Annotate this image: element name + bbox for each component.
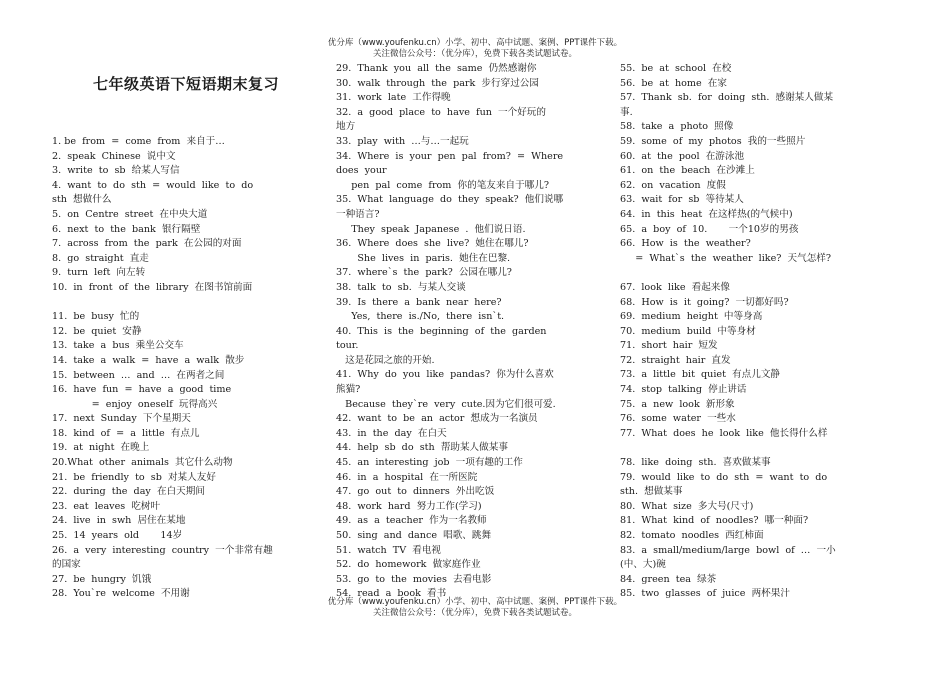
phrase-line: 16. have fun = have a good time — [52, 384, 232, 396]
phrase-line: 66. How is the weather? — [620, 238, 751, 250]
phrase-line — [620, 266, 890, 281]
phrase-line: 39. Is there a bank near here? — [336, 296, 502, 308]
phrase-line: 40. This is the beginning of the garden — [336, 325, 547, 337]
phrase-line: 19. at night 在晚上 — [52, 442, 150, 454]
header-line-2: 关注微信公众号：（优分库），免费下载各类试题试卷。 — [372, 49, 577, 59]
phrase-line: 10. in front of the library 在图书馆前面 — [52, 281, 253, 293]
phrase-line: 46. in a hospital 在一所医院 — [336, 471, 478, 483]
phrase-line: sth. 想做某事 — [620, 486, 683, 498]
phrase-line: 43. in the day 在白天 — [336, 427, 447, 439]
phrase-line: 8. go straight 直走 — [52, 252, 149, 264]
phrase-line: 20.What other animals 其它什么动物 — [52, 457, 233, 469]
phrase-line: 18. kind of = a little 有点儿 — [52, 427, 200, 439]
phrase-line: 78. like doing sth. 喜欢做某事 — [620, 457, 771, 469]
phrase-line: 70. medium build 中等身材 — [620, 325, 756, 337]
phrase-line: 38. talk to sb. 与某人交谈 — [336, 281, 466, 293]
phrase-line: 29. Thank you all the same 仍然感谢你 — [336, 63, 537, 74]
phrase-line: 23. eat leaves 吃树叶 — [52, 500, 161, 512]
phrase-line: 75. a new look 新形象 — [620, 398, 735, 410]
phrase-line: 57. Thank sb. for doing sth. 感谢某人做某 — [620, 92, 834, 104]
phrase-line: does your — [336, 165, 387, 177]
phrase-column-3 — [620, 62, 890, 602]
footer-line-2: 关注微信公众号：（优分库），免费下载各类试题试卷。 — [372, 608, 577, 618]
phrase-line: 1. be from = come from 来自于… — [52, 136, 225, 147]
phrase-line: = enjoy oneself 玩得高兴 — [52, 398, 218, 410]
phrase-line: 13. take a bus 乘坐公交车 — [52, 340, 184, 352]
phrase-line: 26. a very interesting country 一个非常有趣 — [52, 544, 273, 556]
phrase-line — [52, 296, 320, 311]
phrase-line — [620, 441, 890, 456]
phrase-line: 69. medium height 中等身高 — [620, 311, 763, 323]
phrase-line: 49. as a teacher 作为一名教师 — [336, 515, 487, 527]
phrase-line: 44. help sb do sth 帮助某人做某事 — [336, 442, 508, 454]
phrase-line: 82. tomato noodles 西红柿面 — [620, 530, 764, 541]
phrase-line: 事. — [620, 106, 633, 118]
phrase-line: 47. go out to dinners 外出吃饭 — [336, 486, 495, 498]
phrase-line: She lives in paris. 她住在巴黎. — [336, 252, 511, 264]
phrase-line: 12. be quiet 安静 — [52, 325, 142, 337]
phrase-line: = What`s the weather like? 天气怎样? — [620, 252, 832, 264]
phrase-line: 14. take a walk = have a walk 散步 — [52, 354, 245, 366]
phrase-line: 76. some water 一些水 — [620, 413, 736, 425]
phrase-line: 65. a boy of 10. 一个10岁的男孩 — [620, 223, 799, 235]
phrase-line: 48. work hard 努力工作(学习) — [336, 500, 482, 512]
phrase-line: 56. be at home 在家 — [620, 77, 727, 89]
phrase-line: 7. across from the park 在公园的对面 — [52, 238, 242, 250]
phrase-line: 35. What language do they speak? 他们说哪 — [336, 194, 564, 206]
phrase-line: 熊猫? — [336, 384, 361, 396]
phrase-line: 17. next Sunday 下个星期天 — [52, 413, 191, 425]
phrase-column-1 — [52, 135, 320, 602]
phrase-line: 25. 14 years old 14岁 — [52, 530, 183, 542]
phrase-line: 9. turn left 向左转 — [52, 267, 146, 279]
phrase-line: 28. You`re welcome 不用谢 — [52, 588, 190, 600]
phrase-line: 74. stop talking 停止讲话 — [620, 384, 747, 396]
phrase-line: 71. short hair 短发 — [620, 340, 718, 352]
phrase-line: They speak Japanese . 他们说日语. — [336, 223, 526, 235]
phrase-line: 37. where`s the park? 公园在哪儿? — [336, 267, 512, 279]
phrase-line: 62. on vacation 度假 — [620, 179, 726, 191]
phrase-line: 84. green tea 绿茶 — [620, 573, 717, 585]
phrase-line: 这是花园之旅的开始. — [336, 354, 435, 366]
footer-line-1: 优分库（www.youfenku.cn）小学、初中、高中试题、案例、PPT课件下载。 — [327, 597, 623, 607]
phrase-line: 6. next to the bank 银行隔壁 — [52, 223, 201, 235]
phrase-line: 53. go to the movies 去看电影 — [336, 573, 492, 585]
phrase-line: 81. What kind of noodles? 哪一种面? — [620, 515, 809, 527]
phrase-line: 15. between … and … 在两者之间 — [52, 369, 225, 381]
phrase-line: Because they`re very cute.因为它们很可爱. — [336, 398, 556, 410]
phrase-line: 4. want to do sth = would like to do — [52, 179, 254, 191]
phrase-line: 的国家 — [52, 559, 81, 571]
phrase-line: Yes, there is./No, there isn`t. — [336, 311, 505, 323]
document-title: 七年级英语下短语期末复习 — [92, 75, 279, 93]
phrase-line: 85. two glasses of juice 两杯果汁 — [620, 588, 790, 600]
phrase-line: 一种语言? — [336, 208, 380, 220]
phrase-line: 45. an interesting job 一项有趣的工作 — [336, 457, 523, 469]
phrase-line: pen pal come from 你的笔友来自于哪儿? — [336, 179, 549, 191]
phrase-line: 34. Where is your pen pal from? = Where — [336, 150, 564, 162]
phrase-line: 41. Why do you like pandas? 你为什么喜欢 — [336, 369, 554, 381]
phrase-line: 67. look like 看起来像 — [620, 281, 730, 293]
phrase-line: 42. want to be an actor 想成为一名演员 — [336, 413, 538, 425]
phrase-line: tour. — [336, 340, 359, 352]
phrase-line: 72. straight hair 直发 — [620, 354, 731, 366]
phrase-line: 22. during the day 在白天期间 — [52, 486, 205, 498]
phrase-line: 68. How is it going? 一切都好吗? — [620, 296, 789, 308]
phrase-line: 73. a little bit quiet 有点儿文静 — [620, 369, 781, 381]
phrase-line: 52. do homework 做家庭作业 — [336, 559, 481, 571]
phrase-line: 63. wait for sb 等待某人 — [620, 194, 744, 206]
phrase-line: 55. be at school 在校 — [620, 63, 732, 74]
phrase-line: 77. What does he look like 他长得什么样 — [620, 427, 828, 439]
phrase-line: 5. on Centre street 在中央大道 — [52, 208, 208, 220]
phrase-line: 54. read a book 看书 — [336, 588, 447, 600]
phrase-line: 32. a good place to have fun 一个好玩的 — [336, 106, 546, 118]
phrase-line: 2. speak Chinese 说中文 — [52, 150, 176, 162]
phrase-line: 24. live in swh 居住在某地 — [52, 515, 186, 527]
phrase-line: 21. be friendly to sb 对某人友好 — [52, 471, 216, 483]
phrase-line: sth 想做什么 — [52, 194, 112, 206]
phrase-line: 27. be hungry 饥饿 — [52, 573, 152, 585]
phrase-line: 3. write to sb 给某人写信 — [52, 165, 180, 177]
page-header — [0, 38, 950, 60]
phrase-line: 地方 — [336, 121, 356, 133]
phrase-line: 59. some of my photos 我的一些照片 — [620, 135, 806, 147]
phrase-line: 33. play with …与…一起玩 — [336, 135, 469, 147]
phrase-line: 31. work late 工作得晚 — [336, 92, 451, 104]
phrase-line: 79. would like to do sth = want to do — [620, 471, 828, 483]
phrase-line: 51. watch TV 看电视 — [336, 544, 442, 556]
phrase-line: 64. in this heat 在这样热(的气候中) — [620, 208, 793, 220]
phrase-line: 60. at the pool 在游泳池 — [620, 150, 745, 162]
phrase-line: 58. take a photo 照像 — [620, 121, 734, 133]
phrase-line: 83. a small/medium/large bowl of … 一小 — [620, 544, 836, 556]
page-footer — [0, 597, 950, 619]
phrase-line: 36. Where does she live? 她住在哪儿? — [336, 238, 529, 250]
phrase-line: (中、大)碗 — [620, 559, 666, 571]
header-line-1: 优分库（www.youfenku.cn）小学、初中、高中试题、案例、PPT课件下载。 — [327, 38, 623, 48]
phrase-line: 11. be busy 忙的 — [52, 311, 140, 323]
phrase-line: 50. sing and dance 唱歌、跳舞 — [336, 530, 492, 541]
phrase-column-2 — [336, 62, 606, 602]
phrase-line: 30. walk through the park 步行穿过公园 — [336, 77, 539, 89]
phrase-line: 61. on the beach 在沙滩上 — [620, 165, 755, 177]
phrase-line: 80. What size 多大号(尺寸) — [620, 500, 754, 512]
